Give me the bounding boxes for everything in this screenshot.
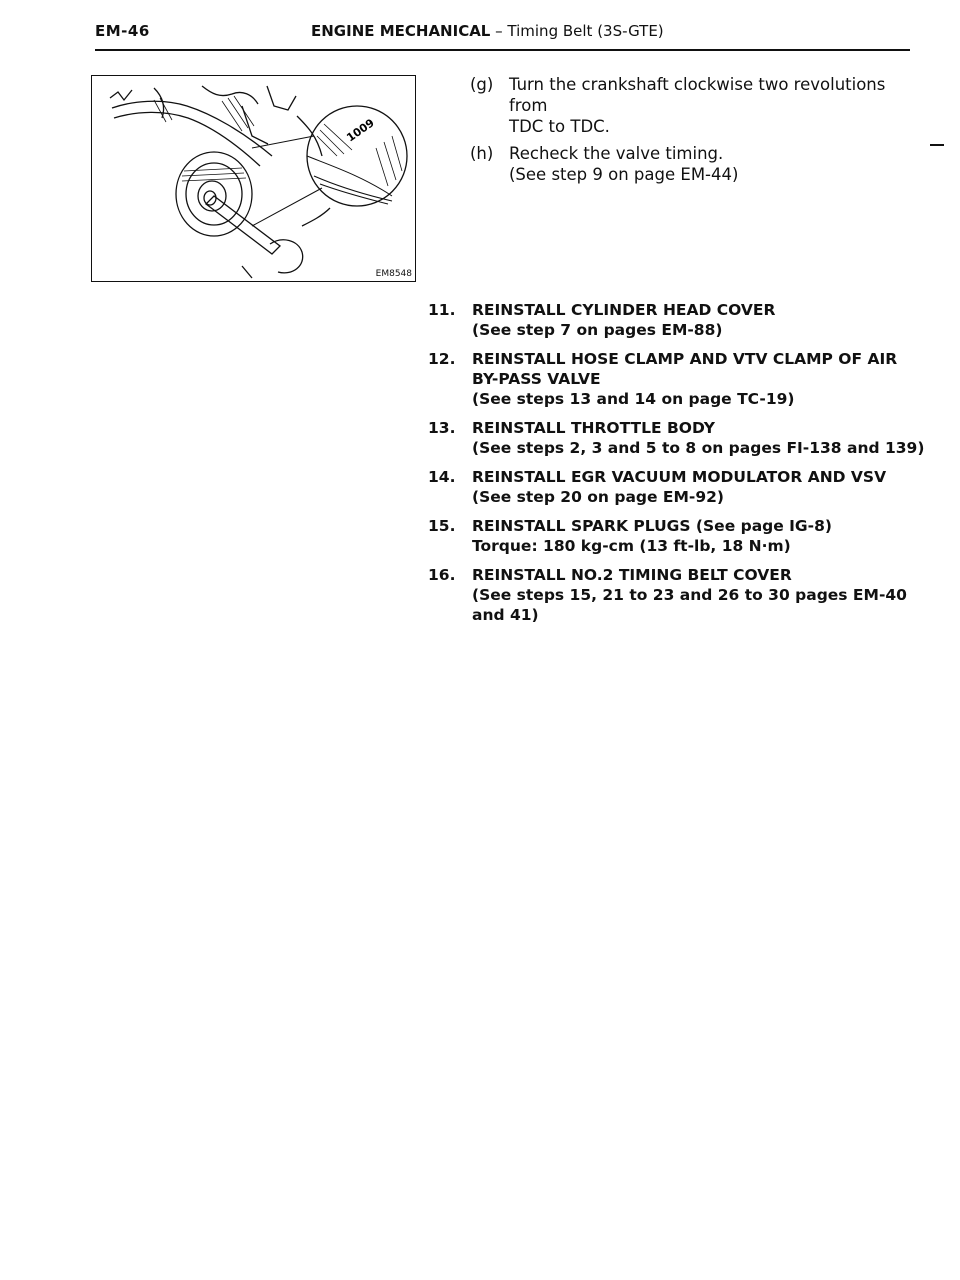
pulley-outer [176,152,252,236]
engine-outline-5 [297,116,322,156]
pulley-hub [198,181,226,211]
substep-line: Turn the crankshaft clockwise two revolutions from [509,75,886,115]
engine-outline-1 [110,90,132,100]
step-line: (See step 7 on pages EM-88) [472,321,723,339]
step-line: REINSTALL THROTTLE BODY [472,419,715,437]
zoom-marks-text: 1009 [344,116,377,145]
step-line: Torque: 180 kg-cm (13 ft-lb, 18 N·m) [472,537,791,555]
steps [428,300,925,634]
section-title-rest: – Timing Belt (3S-GTE) [490,22,664,40]
substep-g [470,74,920,137]
step-number: 16. [428,566,456,584]
step-line: REINSTALL SPARK PLUGS (See page IG-8) [472,517,832,535]
engine-outline-4 [267,86,296,110]
section-title-bold: ENGINE MECHANICAL [311,22,491,40]
step-12 [428,349,918,409]
step-15 [428,516,918,556]
substep-h [470,143,920,185]
header-rule [95,49,910,51]
illustration-drawing [92,76,416,282]
substeps [470,74,920,191]
step-13 [428,418,925,458]
margin-dash [930,144,944,146]
step-number: 15. [428,517,456,535]
step-14 [428,467,918,507]
substep-marker: (h) [470,144,494,163]
step-number: 13. [428,419,456,437]
belt-upper [112,101,272,156]
step-number: 12. [428,350,456,368]
pulley-mid [186,163,242,225]
crankshaft-pulley-illustration [91,75,416,282]
substep-marker: (g) [470,75,494,94]
substep-line: Recheck the valve timing. [509,144,724,163]
figure-code: EM8548 [375,269,412,279]
substep-line: (See step 9 on page EM-44) [509,165,739,184]
hand-outline [270,240,303,273]
step-11 [428,300,918,340]
substep-line: TDC to TDC. [509,117,610,136]
step-line: and 41) [472,606,539,624]
step-line: (See step 20 on page EM-92) [472,488,725,506]
step-line: REINSTALL EGR VACUUM MODULATOR AND VSV [472,468,887,486]
belt-lower [114,112,260,166]
step-16 [428,565,918,625]
step-line: REINSTALL HOSE CLAMP AND VTV CLAMP OF AIR [472,350,898,368]
section-title [311,22,664,40]
step-number: 14. [428,468,456,486]
page-code: EM-46 [95,22,150,40]
step-line: (See steps 15, 21 to 23 and 26 to 30 pages EM-40 [472,586,907,604]
pulley-bolt [204,191,216,205]
step-line: REINSTALL NO.2 TIMING BELT COVER [472,566,792,584]
page-header [95,22,910,52]
step-line: (See steps 13 and 14 on page TC-19) [472,390,795,408]
step-number: 11. [428,301,456,319]
step-line: BY-PASS VALVE [472,370,601,388]
step-line: (See steps 2, 3 and 5 to 8 on pages FI-138 and 139) [472,439,925,457]
step-line: REINSTALL CYLINDER HEAD COVER [472,301,776,319]
